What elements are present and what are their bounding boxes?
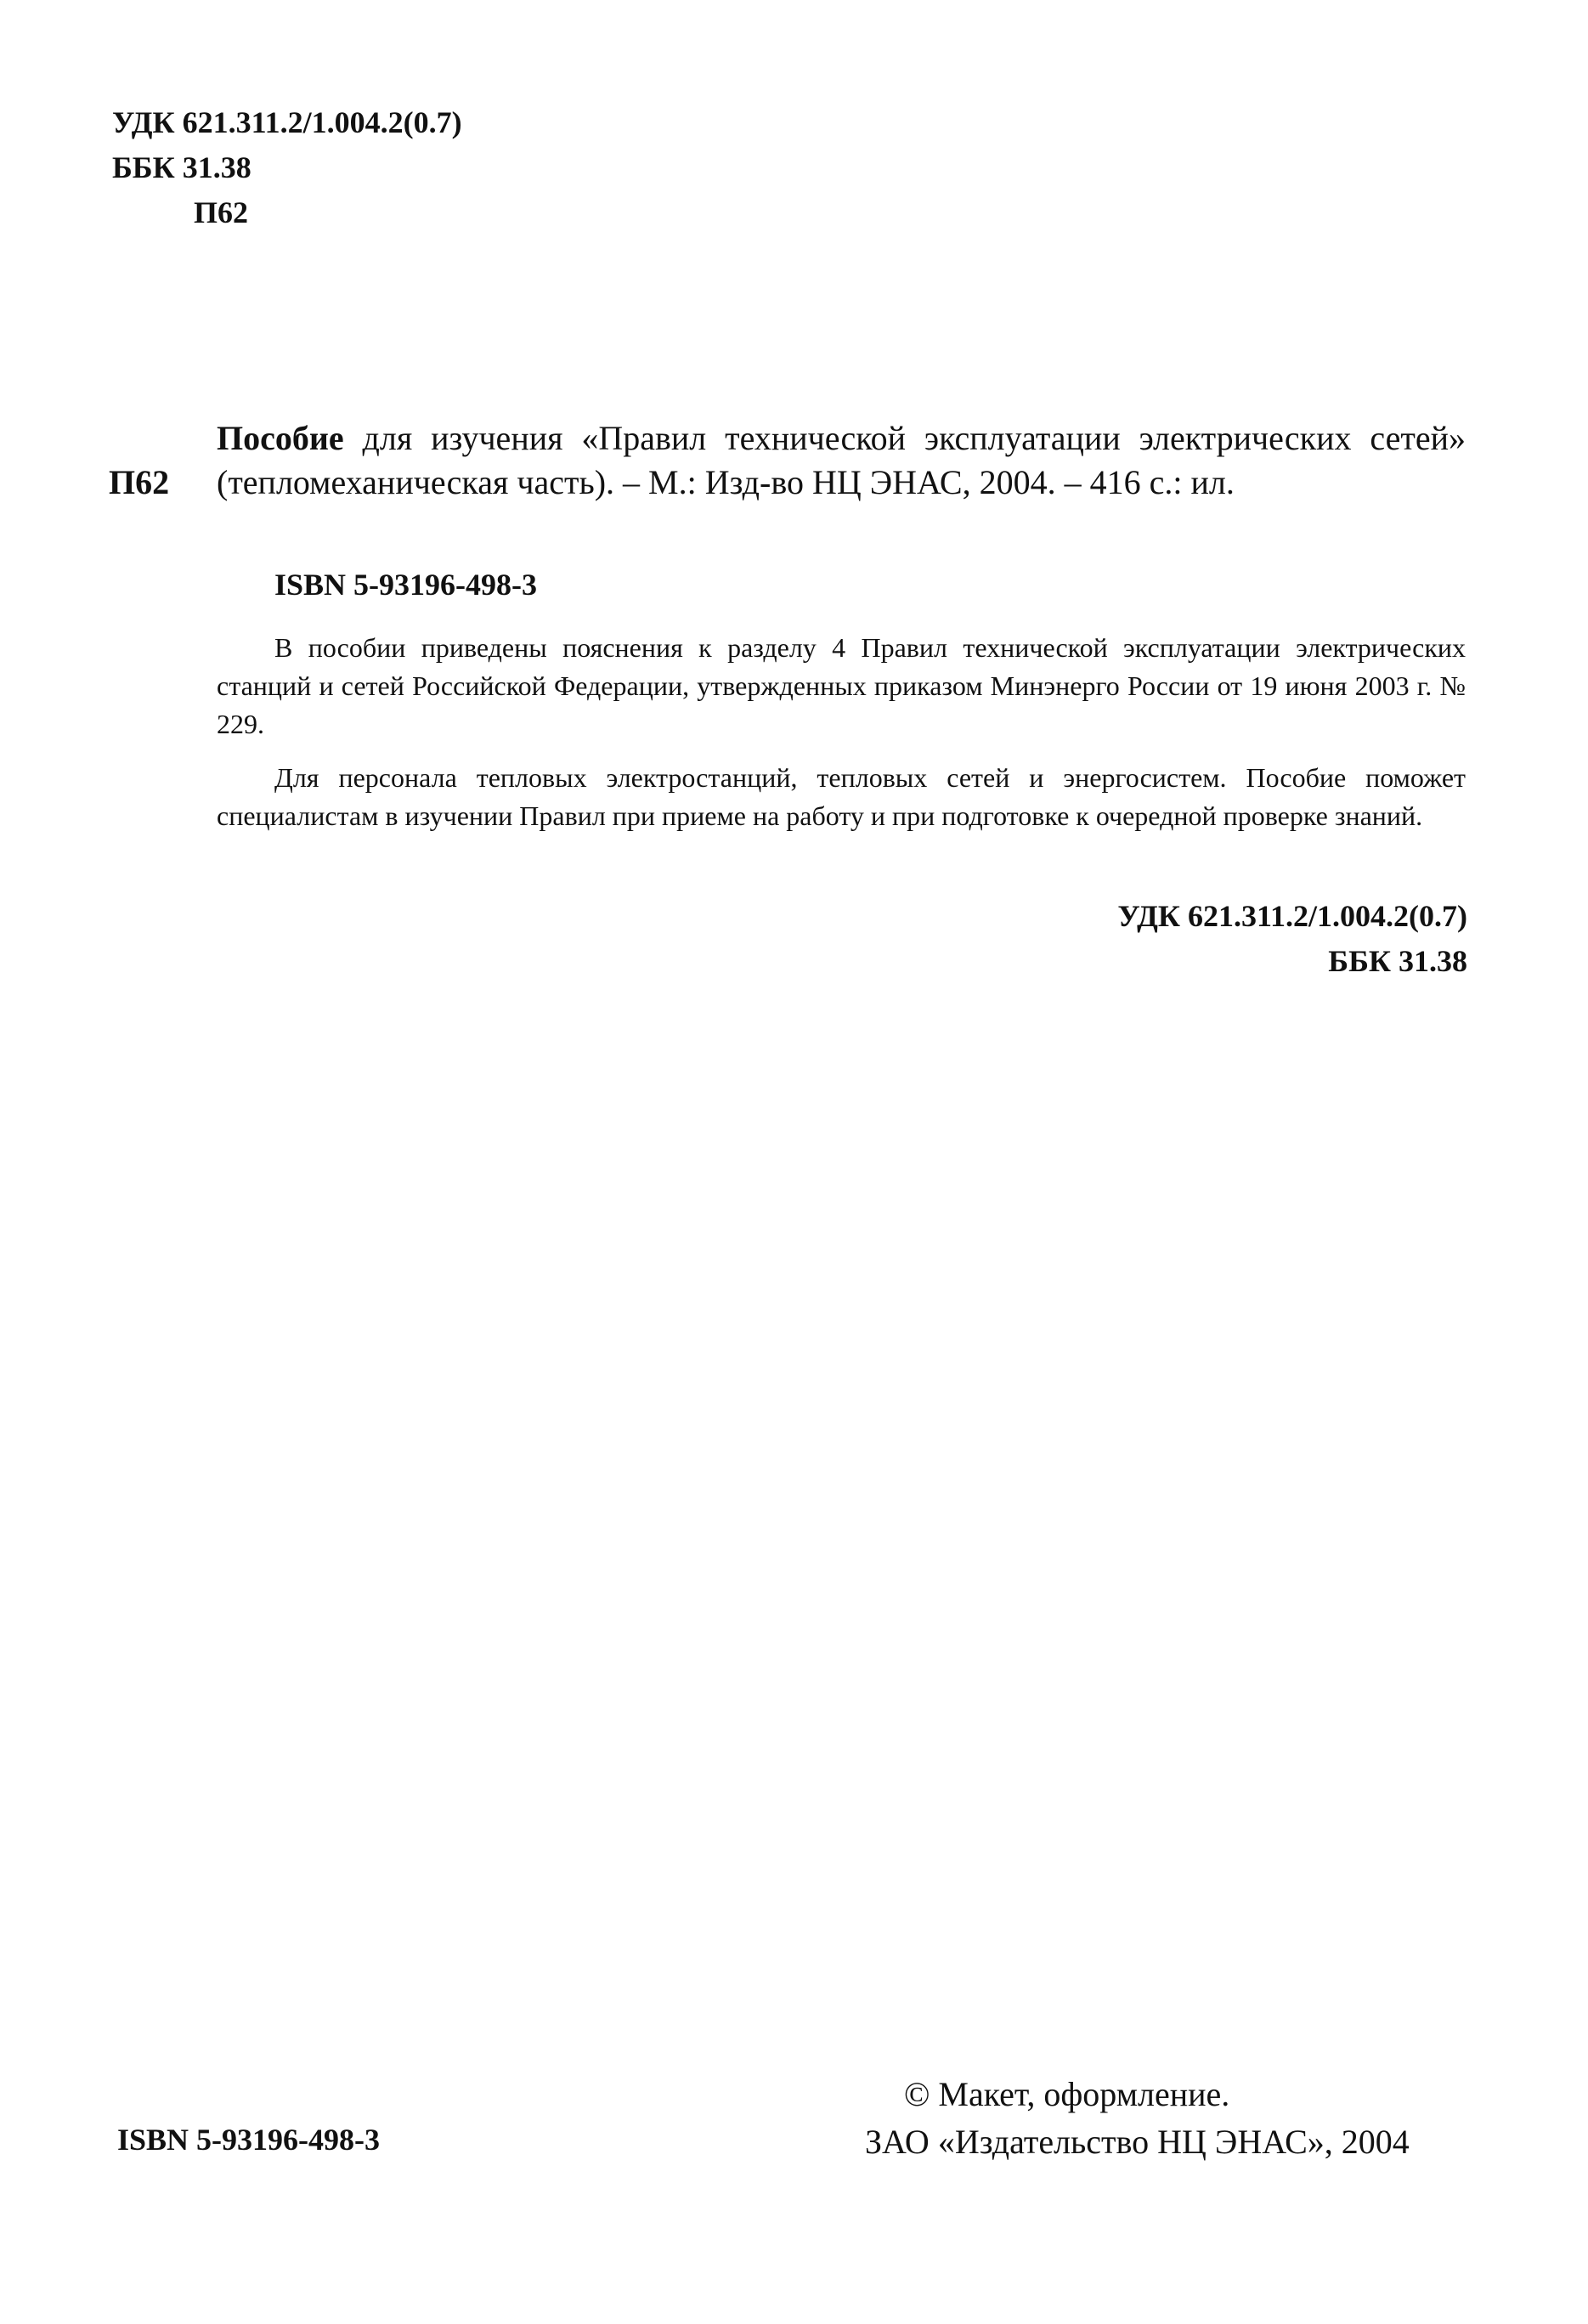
annotation-paragraph: Для персонала тепловых электростанций, тепловых сетей и энергосистем. Пособие поможет специалистам в изучении Правил при приеме на работу и при подготовке к очередной проверке знаний. xyxy=(217,762,1466,831)
footer-isbn: ISBN 5-93196-498-3 xyxy=(117,2123,381,2157)
bbk-code: ББК 31.38 xyxy=(112,150,251,184)
copyright-notice xyxy=(865,2071,1410,2166)
bibliographic-description: для изучения «Правил технической эксплуатации электрических сетей» (тепломеханическая часть). – М.: Изд-во НЦ ЭНАС, 2004. – 416 с.: ил. xyxy=(217,419,1466,501)
bibliographic-entry xyxy=(217,416,1466,505)
catalog-bbk-code: ББК 31.38 xyxy=(1328,944,1467,978)
copyright-publisher: ЗАО «Издательство НЦ ЭНАС», 2004 xyxy=(865,2123,1410,2161)
annotation xyxy=(217,629,1466,835)
header-classification-codes xyxy=(112,100,462,235)
annotation-paragraph: В пособии приведены пояснения к разделу 4 Правил технической эксплуатации электрических станций и сетей Российской Федерации, утвержденных приказом Минэнерго России от 19 июня 2003 г. № 229. xyxy=(217,632,1466,739)
bibliographic-title-lead: Пособие xyxy=(217,419,344,457)
udk-code: УДК 621.311.2/1.004.2(0.7) xyxy=(112,105,462,139)
catalog-isbn: ISBN 5-93196-498-3 xyxy=(274,568,538,602)
catalog-author-mark: П62 xyxy=(109,463,170,501)
author-mark: П62 xyxy=(194,195,249,229)
copyright-line: © Макет, оформление. xyxy=(904,2075,1230,2113)
catalog-udk-code: УДК 621.311.2/1.004.2(0.7) xyxy=(1117,899,1467,933)
catalog-classification-codes xyxy=(1117,894,1467,984)
